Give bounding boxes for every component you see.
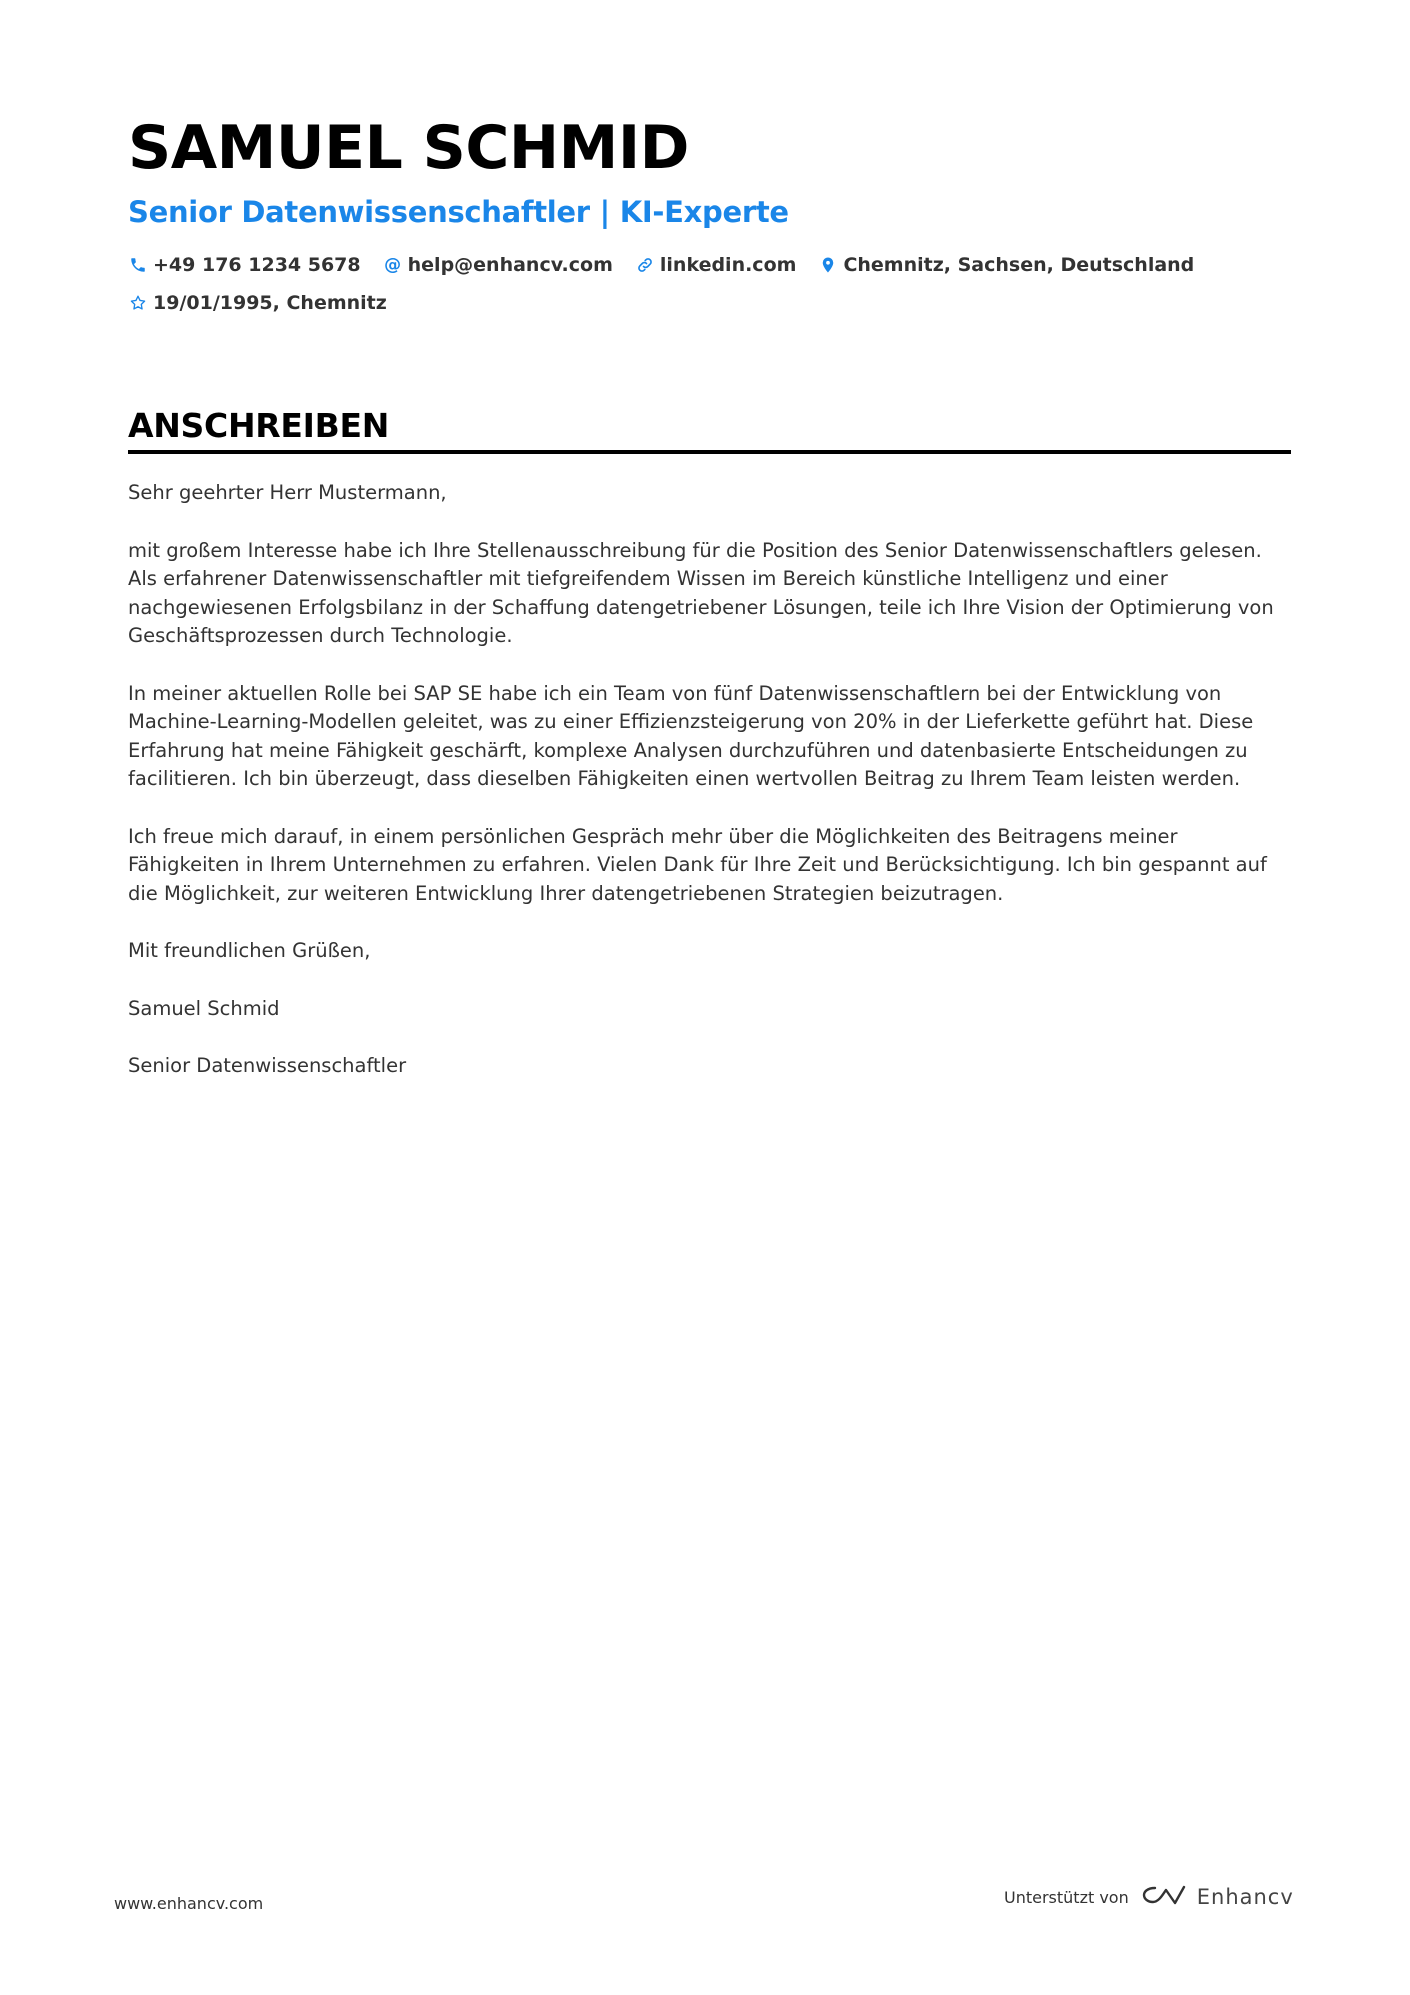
contact-row-1 bbox=[128, 246, 1291, 284]
brand-name: Enhancv bbox=[1196, 1885, 1294, 1909]
birth-text: 19/01/1995, Chemnitz bbox=[153, 292, 387, 314]
contact-birth bbox=[128, 292, 387, 314]
contact-phone[interactable] bbox=[128, 254, 361, 276]
contact-location bbox=[818, 254, 1194, 276]
signature-title: Senior Datenwissenschaftler bbox=[128, 1054, 407, 1077]
letter-closing: Mit freundlichen Grüßen, bbox=[128, 939, 371, 962]
linkedin-text: linkedin.com bbox=[659, 254, 797, 276]
footer-website[interactable]: www.enhancv.com bbox=[114, 1894, 264, 1913]
powered-by-text: Unterstützt von bbox=[1004, 1887, 1129, 1907]
letter-salutation: Sehr geehrter Herr Mustermann, bbox=[128, 481, 447, 504]
letter-body bbox=[128, 479, 1291, 1081]
contact-info bbox=[128, 246, 1291, 322]
phone-icon bbox=[128, 255, 148, 275]
email-text: help@enhancv.com bbox=[407, 254, 613, 276]
location-text: Chemnitz, Sachsen, Deutschland bbox=[843, 254, 1195, 276]
applicant-title: Senior Datenwissenschaftler | KI-Experte bbox=[128, 195, 789, 229]
footer-branding bbox=[1004, 1880, 1294, 1914]
contact-email[interactable] bbox=[383, 254, 613, 276]
section-divider bbox=[128, 450, 1291, 454]
applicant-name: SAMUEL SCHMID bbox=[128, 113, 689, 183]
contact-row-2 bbox=[128, 284, 1291, 322]
signature-name: Samuel Schmid bbox=[128, 996, 280, 1020]
letter-paragraph-1: mit großem Interesse habe ich Ihre Stellenausschreibung für die Position des Senior Datenwissenschaftlers gelesen. Als erfahrener Datenwissenschaftler mit tiefgreifendem Wissen im Bereich künstliche Intelligenz und einer nachgewiesenen Erfolgsbilanz in der Schaffung datengetriebener Lösungen, teile ich Ihre Vision der Optimierung von Geschäftsprozessen durch Technologie. bbox=[128, 538, 1274, 647]
letter-paragraph-3: Ich freue mich darauf, in einem persönlichen Gespräch mehr über die Möglichkeiten des Beitragens meiner Fähigkeiten in Ihrem Unternehmen zu erfahren. Vielen Dank für Ihre Zeit und Berücksichtigung. Ich bin gespannt auf die Möglichkeit, zur weiteren Entwicklung Ihrer datengetriebenen Strategien beizutragen. bbox=[128, 824, 1267, 905]
contact-linkedin[interactable] bbox=[635, 254, 797, 276]
phone-text: +49 176 1234 5678 bbox=[153, 254, 361, 276]
enhancv-logo-icon bbox=[1141, 1880, 1197, 1914]
at-icon: @ bbox=[384, 255, 402, 275]
cover-letter-section bbox=[128, 404, 1291, 1110]
star-icon bbox=[128, 293, 148, 313]
section-title: ANSCHREIBEN bbox=[128, 406, 390, 445]
map-pin-icon bbox=[818, 255, 838, 275]
letter-paragraph-2: In meiner aktuellen Rolle bei SAP SE habe ich ein Team von fünf Datenwissenschaftlern bei der Entwicklung von Machine-Learning-Modellen geleitet, was zu einer Effizienzsteigerung von 20% in der Lieferkette geführt hat. Diese Erfahrung hat meine Fähigkeit geschärft, komplexe Analysen durchzuführen und datenbasierte Entscheidungen zu facilitieren. Ich bin überzeugt, dass dieselben Fähigkeiten einen wertvollen Beitrag zu Ihrem Team leisten werden. bbox=[128, 681, 1254, 790]
resume-header bbox=[128, 112, 1291, 322]
link-icon bbox=[635, 255, 655, 275]
